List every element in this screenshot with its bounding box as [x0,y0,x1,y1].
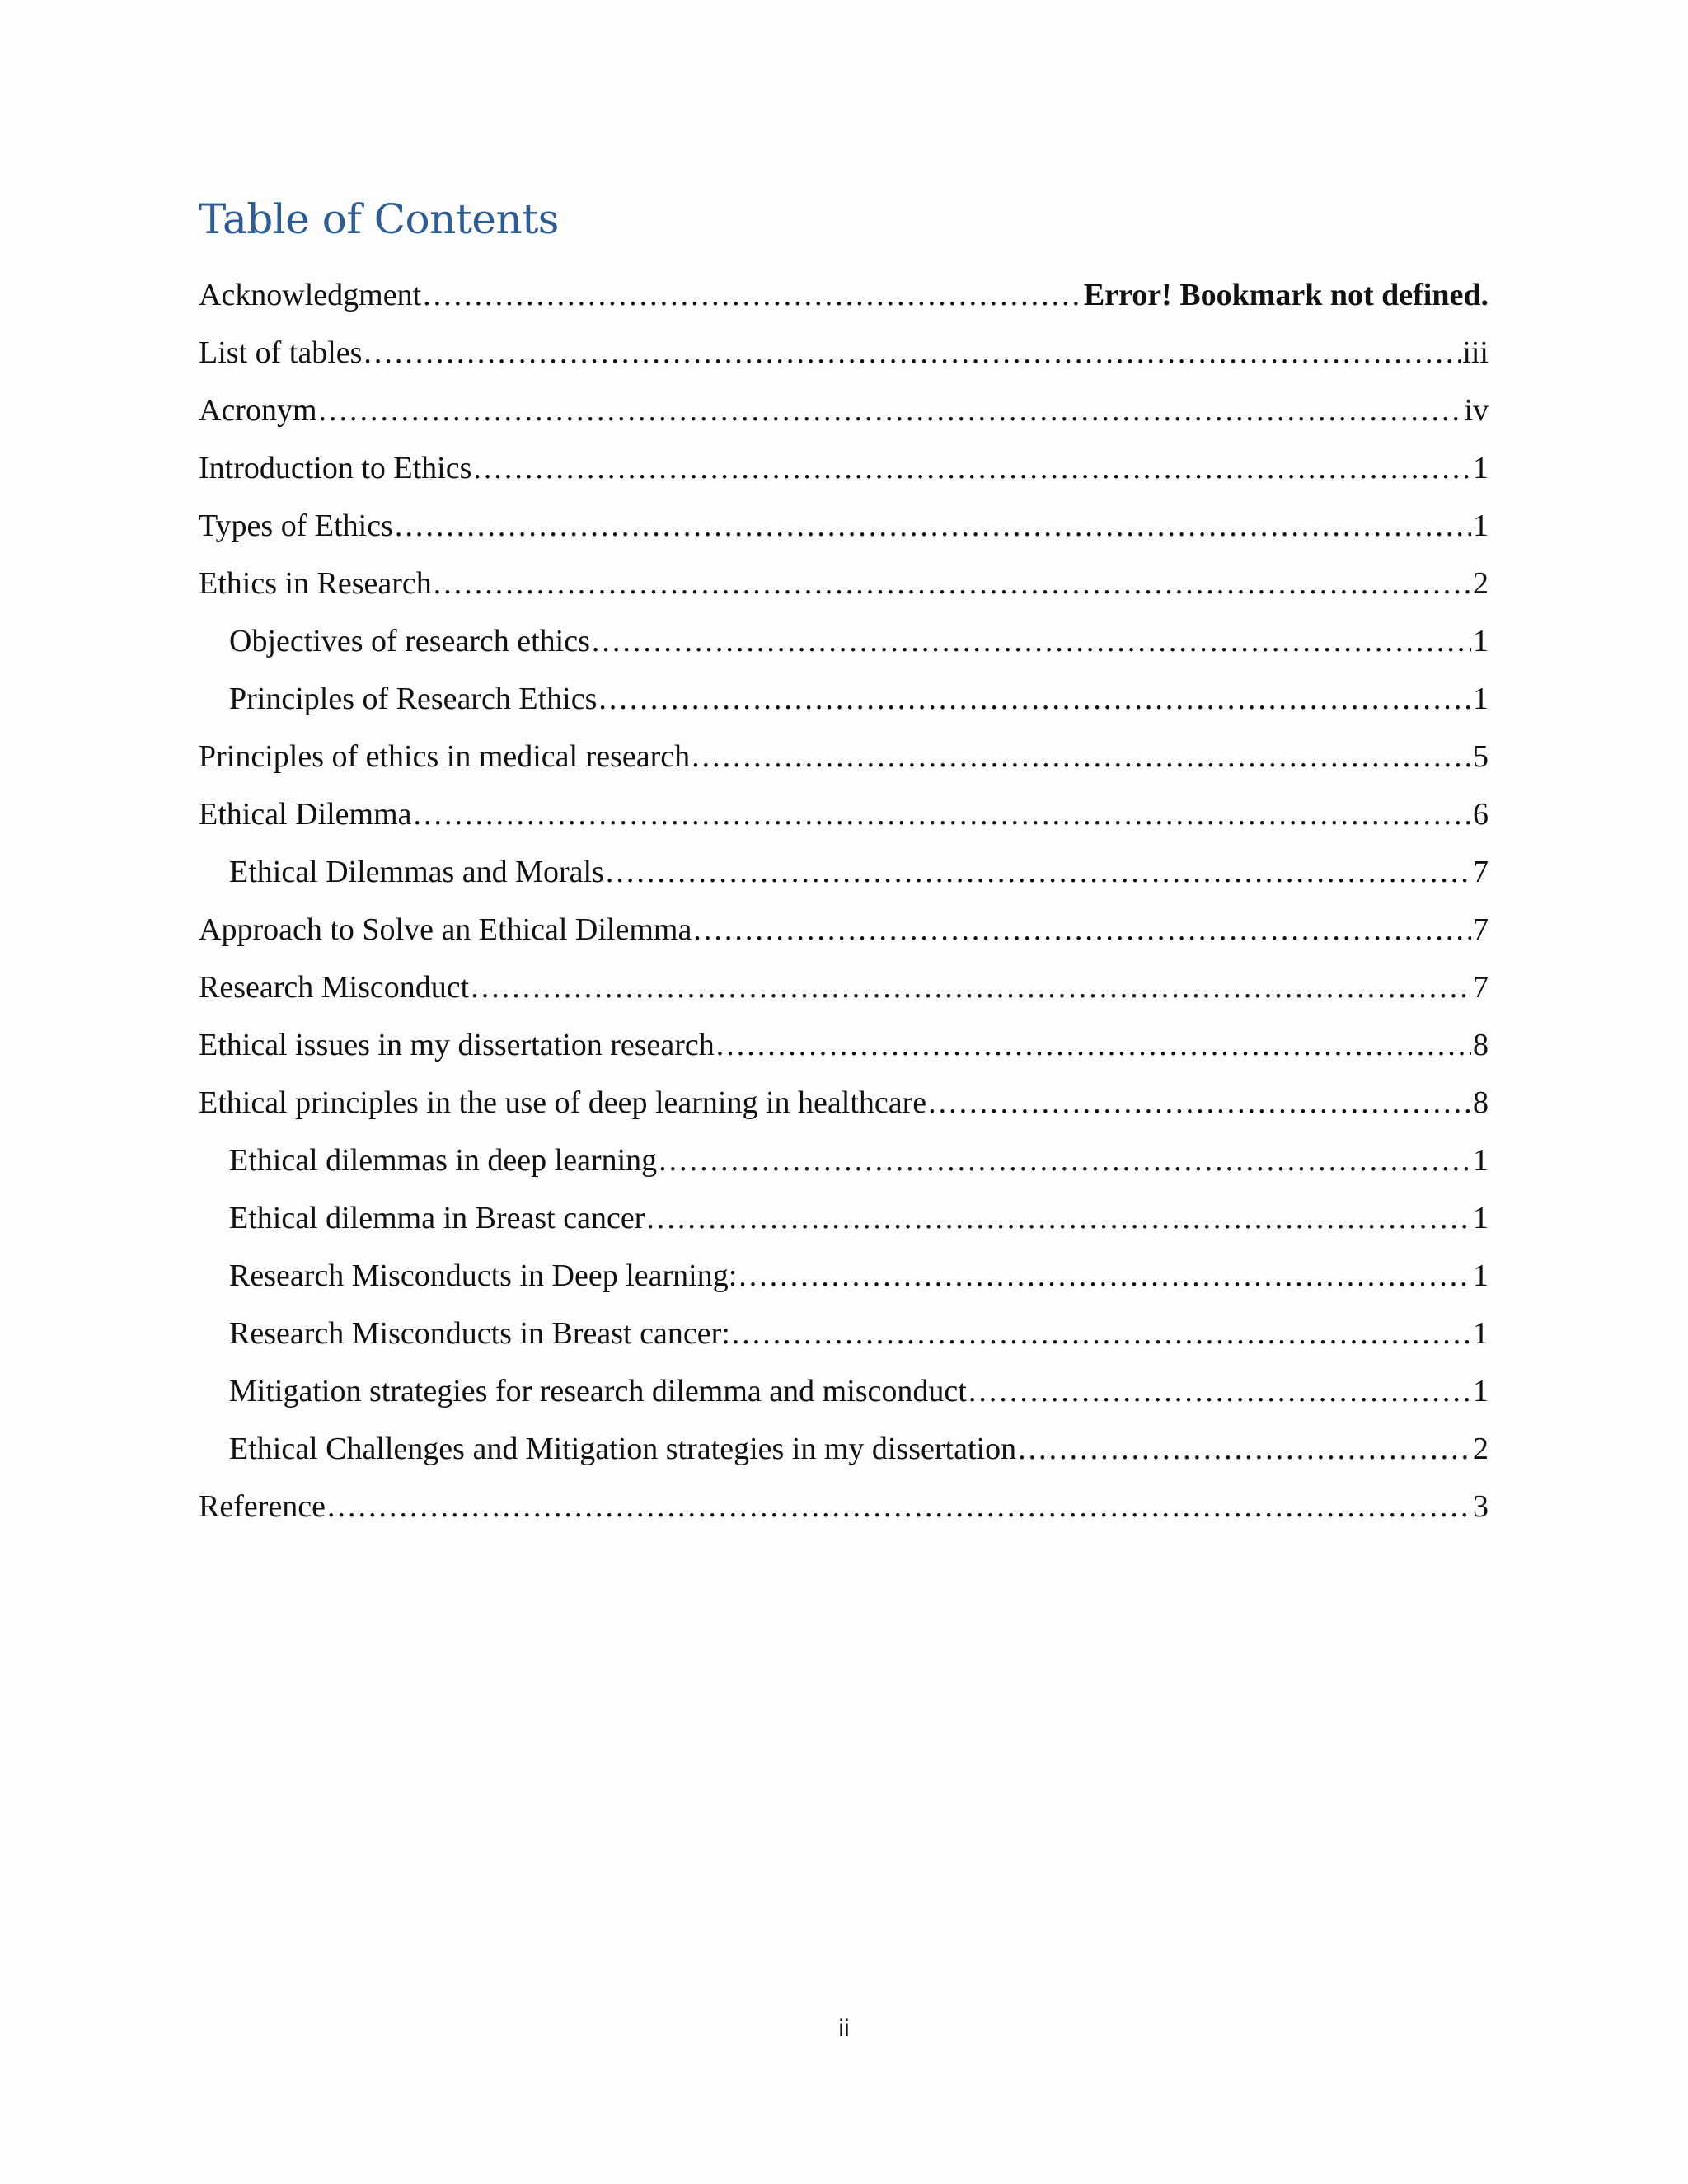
toc-dot-leader [732,1305,1471,1362]
toc-entry-label[interactable]: Reference [199,1489,326,1524]
toc-entry-page-number[interactable]: iv [1464,393,1489,428]
toc-entry-page-number[interactable]: 1 [1473,509,1489,543]
toc-entry-page-number[interactable]: 8 [1473,1028,1489,1062]
toc-entry-label[interactable]: Research Misconducts in Breast cancer: [229,1316,730,1351]
toc-entry-label[interactable]: List of tables [199,335,363,370]
toc-entry-page-number[interactable]: 1 [1473,451,1489,485]
toc-dot-leader [928,1074,1471,1132]
toc-entry[interactable] [199,1478,1489,1535]
toc-dot-leader [716,1016,1471,1074]
toc-entry-label[interactable]: Ethical issues in my dissertation research [199,1028,715,1062]
toc-dot-leader [592,612,1471,670]
toc-entry-page-number[interactable]: 3 [1473,1489,1489,1524]
toc-entry-page-number[interactable]: 7 [1473,912,1489,947]
toc-entry[interactable] [199,901,1489,958]
toc-entry-page-number[interactable]: 1 [1473,1201,1489,1235]
toc-entry-page-number[interactable]: 1 [1473,624,1489,658]
toc-entry-page-number[interactable]: 2 [1473,566,1489,601]
toc-entry-label[interactable]: Ethical Challenges and Mitigation strategies in my dissertation [229,1432,1017,1466]
toc-entry[interactable] [199,785,1489,843]
toc-dot-leader [473,439,1471,497]
toc-entry-label[interactable]: Ethical Dilemma [199,797,412,832]
toc-entry[interactable] [199,728,1489,785]
toc-entry-label[interactable]: Ethical Dilemmas and Morals [229,855,604,889]
toc-entry[interactable] [199,382,1489,439]
toc-entry-label[interactable]: Objectives of research ethics [229,624,590,658]
toc-dot-leader [414,785,1471,843]
toc-entry-label[interactable]: Introduction to Ethics [199,451,472,485]
toc-entry[interactable] [199,1247,1489,1305]
toc-entry[interactable] [199,1074,1489,1132]
toc-dot-leader [423,266,1082,324]
toc-entry[interactable] [199,439,1489,497]
toc-entry-label[interactable]: Types of Ethics [199,509,393,543]
toc-entry-label[interactable]: Ethical dilemma in Breast cancer [229,1201,645,1235]
toc-entry-label[interactable]: Principles of Research Ethics [229,682,598,716]
toc-entry-page-number[interactable]: 7 [1473,855,1489,889]
toc-entry-label[interactable]: Acronym [199,393,317,428]
toc-entry[interactable] [199,1189,1489,1247]
toc-entry-page-number[interactable]: 7 [1473,970,1489,1005]
toc-heading: Table of Contents [199,195,559,243]
toc-entry[interactable] [199,612,1489,670]
toc-entry-page-number[interactable]: 8 [1473,1085,1489,1120]
toc-entry[interactable] [199,670,1489,728]
toc-entry-page-number[interactable]: 1 [1473,1374,1489,1408]
toc-entry[interactable] [199,266,1489,324]
toc-dot-leader [434,555,1471,612]
toc-entry[interactable] [199,958,1489,1016]
toc-entry-label[interactable]: Ethical principles in the use of deep learning in healthcare [199,1085,927,1120]
toc-entry[interactable] [199,1362,1489,1420]
toc-dot-leader [968,1362,1471,1420]
toc-entry[interactable] [199,497,1489,555]
toc-entry-page-number[interactable]: 1 [1473,1143,1489,1178]
toc-entry-page-number[interactable]: 2 [1473,1432,1489,1466]
toc-entry-page-number[interactable]: 1 [1473,1258,1489,1293]
toc-dot-leader [319,382,1463,439]
toc-entry[interactable] [199,555,1489,612]
page-number: ii [838,2015,850,2042]
toc-entry-label[interactable]: Acknowledgment [199,278,422,312]
toc-entry[interactable] [199,843,1489,901]
toc-dot-leader [1018,1420,1471,1478]
toc-entry-page-number[interactable]: 5 [1473,739,1489,774]
toc-entry-label[interactable]: Research Misconduct [199,970,470,1005]
toc-entry-page-number[interactable]: 1 [1473,682,1489,716]
toc-entry-page-number[interactable]: 1 [1473,1316,1489,1351]
toc-entry[interactable] [199,1305,1489,1362]
toc-dot-leader [363,324,1461,382]
toc-entry-label[interactable]: Approach to Solve an Ethical Dilemma [199,912,692,947]
toc-dot-leader [598,670,1471,728]
toc-entry-page-number[interactable]: iii [1462,335,1489,370]
toc-dot-leader [738,1247,1471,1305]
toc-entry-label[interactable]: Principles of ethics in medical research [199,739,691,774]
toc-entry-label[interactable]: Research Misconducts in Deep learning: [229,1258,738,1293]
toc-entry-label[interactable]: Ethics in Research [199,566,432,601]
toc-entry-label[interactable]: Ethical dilemmas in deep learning [229,1143,658,1178]
toc-dot-leader [471,958,1471,1016]
toc-entry[interactable] [199,324,1489,382]
toc-list [199,266,1489,1535]
toc-entry-page-number[interactable]: 6 [1473,797,1489,832]
toc-dot-leader [692,728,1471,785]
toc-dot-leader [693,901,1471,958]
toc-dot-leader [606,843,1471,901]
toc-dot-leader [646,1189,1471,1247]
toc-dot-leader [659,1132,1471,1189]
toc-entry[interactable] [199,1016,1489,1074]
toc-entry[interactable] [199,1420,1489,1478]
toc-dot-leader [327,1478,1471,1535]
toc-dot-leader [395,497,1471,555]
toc-entry[interactable] [199,1132,1489,1189]
toc-entry-label[interactable]: Mitigation strategies for research dilemma and misconduct [229,1374,967,1408]
toc-entry-page-number[interactable]: Error! Bookmark not defined. [1083,278,1489,312]
